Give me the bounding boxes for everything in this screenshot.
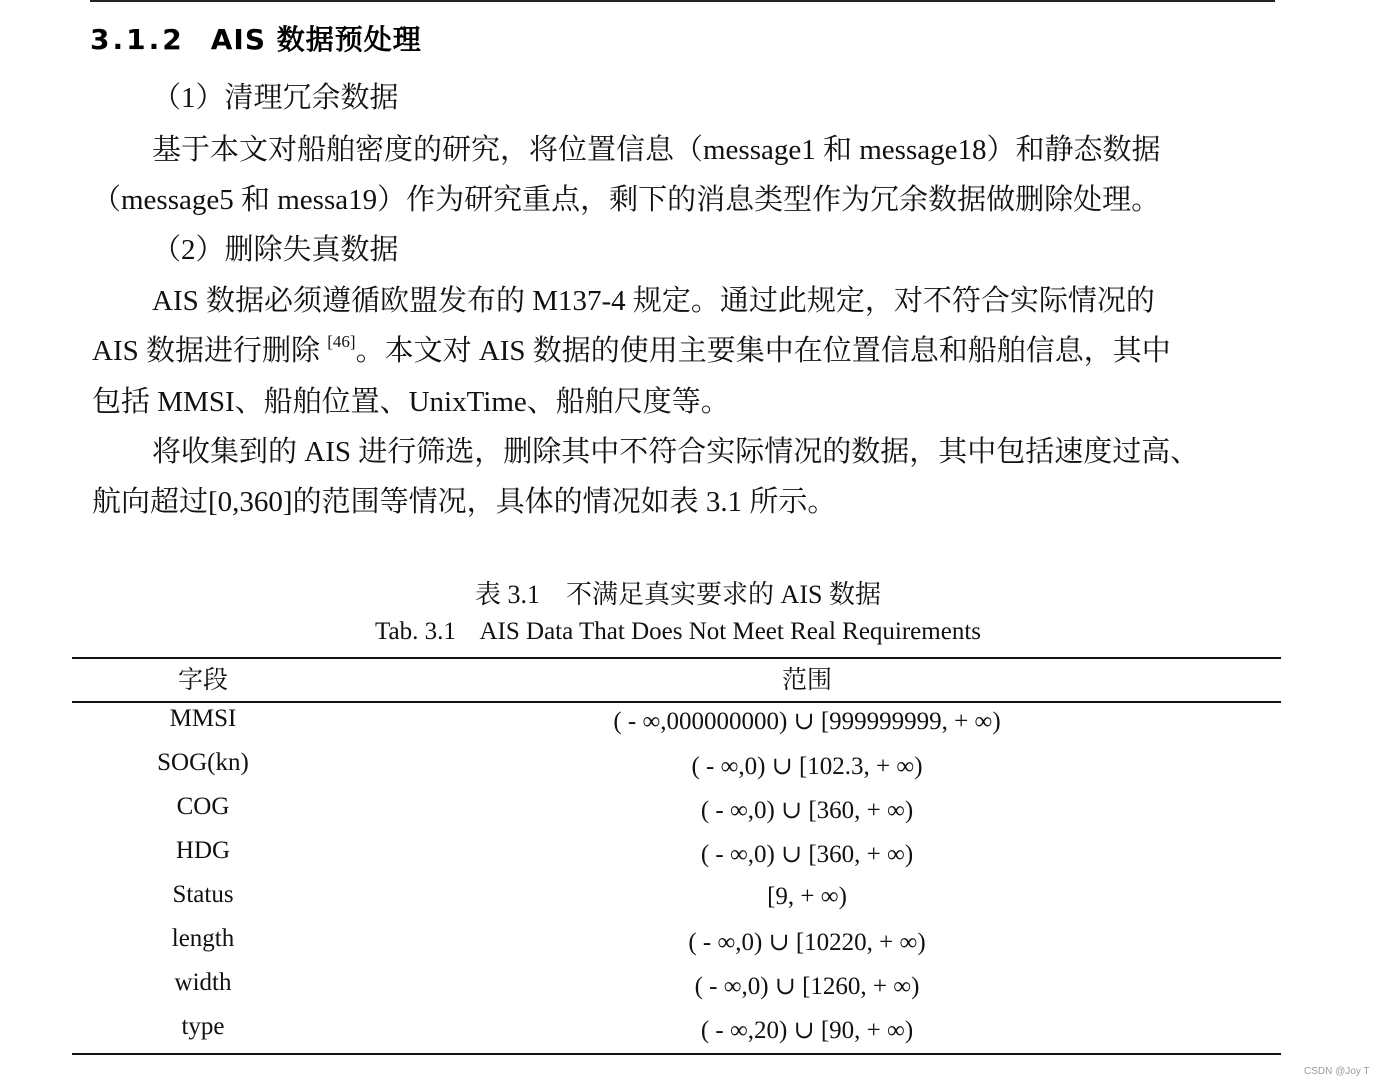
table-bottom-rule	[72, 1053, 1281, 1055]
range-cell: ( - ∞,0) ∪ [360, + ∞)	[700, 841, 914, 868]
field-cell: width	[174, 969, 232, 996]
paragraph-2-line-2-start: AIS 数据进行删除	[92, 335, 328, 367]
range-cell: ( - ∞,0) ∪ [360, + ∞)	[700, 797, 914, 824]
table-caption-zh: 表 3.1 不满足真实要求的 AIS 数据	[475, 580, 881, 609]
range-cell: ( - ∞,20) ∪ [90, + ∞)	[700, 1017, 914, 1044]
range-cell: ( - ∞,0) ∪ [1260, + ∞)	[694, 973, 920, 1000]
subsection-title-2: （2）删除失真数据	[152, 234, 399, 266]
section-number: 3.1.2	[90, 23, 185, 56]
field-cell: type	[181, 1013, 225, 1040]
section-heading	[90, 18, 422, 58]
paragraph-2-line-2-end: 。本文对 AIS 数据的使用主要集中在位置信息和船舶信息，其中	[355, 335, 1171, 367]
field-cell: MMSI	[169, 705, 237, 732]
paragraph-3-line-1: 将收集到的 AIS 进行筛选，删除其中不符合实际情况的数据，其中包括速度过高、	[152, 436, 1200, 468]
field-cell: length	[171, 925, 235, 952]
section-title: AIS 数据预处理	[210, 23, 422, 56]
field-cell: COG	[176, 793, 230, 820]
field-cell: SOG(kn)	[157, 749, 249, 776]
paragraph-1-line-1: 基于本文对船舶密度的研究，将位置信息（message1 和 message18）和静态数据	[152, 134, 1161, 166]
top-rule	[90, 0, 1275, 2]
table-caption-en: Tab. 3.1 AIS Data That Does Not Meet Real Requirements	[375, 618, 981, 645]
table-top-rule	[72, 657, 1281, 659]
paragraph-2-line-1: AIS 数据必须遵循欧盟发布的 M137-4 规定。通过此规定，对不符合实际情况的	[152, 285, 1155, 317]
watermark: CSDN @Joy T	[1304, 1066, 1370, 1077]
field-cell: HDG	[175, 837, 231, 864]
paragraph-2-line-2	[92, 332, 1171, 367]
range-cell: ( - ∞,000000000) ∪ [999999999, + ∞)	[613, 708, 1001, 735]
paragraph-3-line-2: 航向超过[0,360]的范围等情况，具体的情况如表 3.1 所示。	[92, 486, 837, 518]
table-header-range: 范围	[781, 667, 832, 694]
range-cell: [9, + ∞)	[767, 883, 847, 910]
table-header-rule	[72, 701, 1281, 703]
range-cell: ( - ∞,0) ∪ [102.3, + ∞)	[691, 753, 923, 780]
paragraph-1-line-2: （message5 和 messa19）作为研究重点，剩下的消息类型作为冗余数据做删除处理。	[92, 184, 1161, 216]
field-cell: Status	[172, 881, 234, 908]
range-cell: ( - ∞,0) ∪ [10220, + ∞)	[688, 929, 926, 956]
table-header-field: 字段	[177, 667, 228, 694]
citation-ref: [46]	[327, 332, 356, 351]
subsection-title-1: （1）清理冗余数据	[152, 82, 399, 114]
paragraph-2-line-3: 包括 MMSI、船舶位置、UnixTime、船舶尺度等。	[92, 386, 730, 418]
